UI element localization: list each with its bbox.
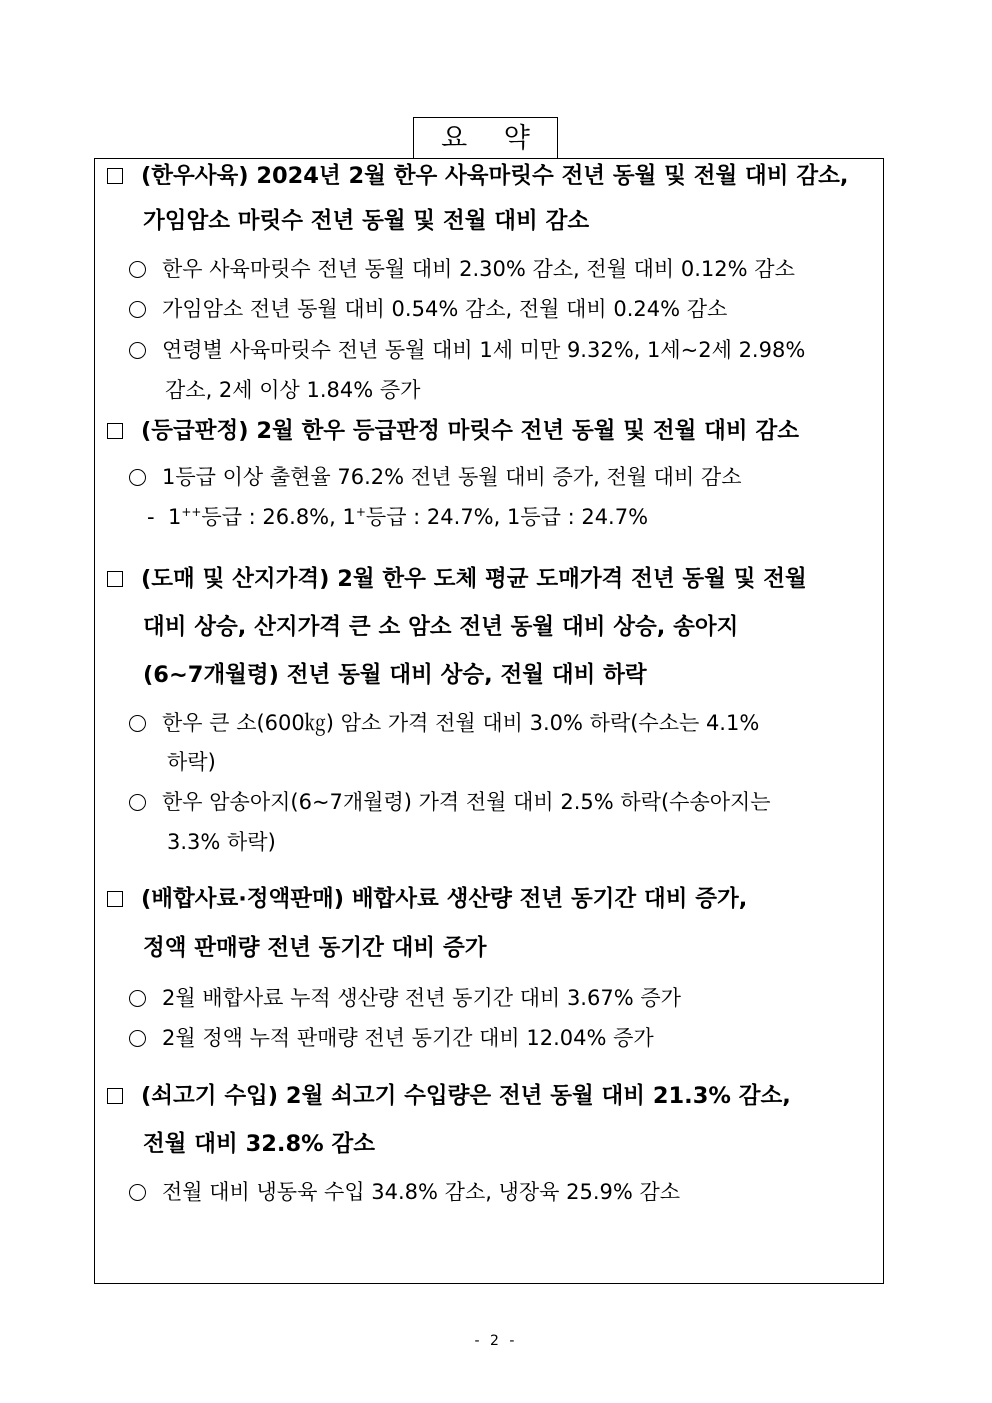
- section-heading: (등급판정) 2월 한우 등급판정 마릿수 전년 동월 및 전월 대비 감소: [107, 409, 799, 453]
- section-heading-cont: 가임암소 마릿수 전년 동월 및 전월 대비 감소: [143, 208, 590, 234]
- circle-bullet-icon: [129, 794, 146, 811]
- page-number: - 2 -: [474, 1333, 518, 1349]
- section-heading: (쇠고기 수입) 2월 쇠고기 수입량은 전년 동월 대비 21.3% 감소,: [107, 1074, 791, 1118]
- circle-bullet-icon: [129, 715, 146, 732]
- checkbox-square-icon: [107, 168, 123, 184]
- bullet-item: 가임암소 전년 동월 대비 0.54% 감소, 전월 대비 0.24% 감소: [129, 289, 727, 329]
- circle-bullet-icon: [129, 1184, 146, 1201]
- grade-breakdown: - 1++등급 : 26.8%, 1+등급 : 24.7%, 1등급 : 24.7%: [147, 505, 649, 529]
- heading-line: (한우사육) 2024년 2월 한우 사육마릿수 전년 동월 및 전월 대비 감소,: [141, 163, 849, 189]
- section-heading: [107, 154, 873, 198]
- section-heading-cont: 정액 판매량 전년 동기간 대비 증가: [143, 935, 487, 961]
- checkbox-square-icon: [107, 571, 123, 587]
- circle-bullet-icon: [129, 990, 146, 1007]
- bullet-item: 2월 정액 누적 판매량 전년 동기간 대비 12.04% 증가: [129, 1018, 654, 1058]
- section-heading-cont: 전월 대비 32.8% 감소: [143, 1131, 375, 1157]
- section-heading-cont: (6~7개월령) 전년 동월 대비 상승, 전월 대비 하락: [143, 662, 647, 688]
- bullet-item-cont: 하락): [167, 750, 216, 774]
- section-heading: (도매 및 산지가격) 2월 한우 도체 평균 도매가격 전년 동월 및 전월: [107, 557, 807, 601]
- bullet-item: 한우 사육마릿수 전년 동월 대비 2.30% 감소, 전월 대비 0.12% 감소: [129, 249, 795, 289]
- circle-bullet-icon: [129, 261, 146, 278]
- bullet-item: 전월 대비 냉동육 수입 34.8% 감소, 냉장육 25.9% 감소: [129, 1172, 680, 1212]
- circle-bullet-icon: [129, 469, 146, 486]
- bullet-item: 한우 암송아지(6~7개월령) 가격 전월 대비 2.5% 하락(수송아지는: [129, 782, 771, 822]
- circle-bullet-icon: [129, 301, 146, 318]
- summary-box: [94, 158, 884, 1284]
- bullet-item-cont: 3.3% 하락): [167, 830, 276, 854]
- checkbox-square-icon: [107, 1088, 123, 1104]
- bullet-item: 한우 큰 소(600㎏) 암소 가격 전월 대비 3.0% 하락(수소는 4.1%: [129, 703, 759, 743]
- checkbox-square-icon: [107, 891, 123, 907]
- bullet-item-cont: 감소, 2세 이상 1.84% 증가: [165, 378, 421, 402]
- summary-title: 요 약: [413, 117, 558, 159]
- bullet-item: 연령별 사육마릿수 전년 동월 대비 1세 미만 9.32%, 1세~2세 2.98%: [129, 330, 805, 370]
- section-heading-cont: 대비 상승, 산지가격 큰 소 암소 전년 동월 대비 상승, 송아지: [143, 614, 739, 640]
- section-heading: (배합사료·정액판매) 배합사료 생산량 전년 동기간 대비 증가,: [107, 877, 747, 921]
- bullet-item: 2월 배합사료 누적 생산량 전년 동기간 대비 3.67% 증가: [129, 978, 681, 1018]
- checkbox-square-icon: [107, 423, 123, 439]
- circle-bullet-icon: [129, 342, 146, 359]
- circle-bullet-icon: [129, 1030, 146, 1047]
- bullet-item: 1등급 이상 출현율 76.2% 전년 동월 대비 증가, 전월 대비 감소: [129, 457, 742, 497]
